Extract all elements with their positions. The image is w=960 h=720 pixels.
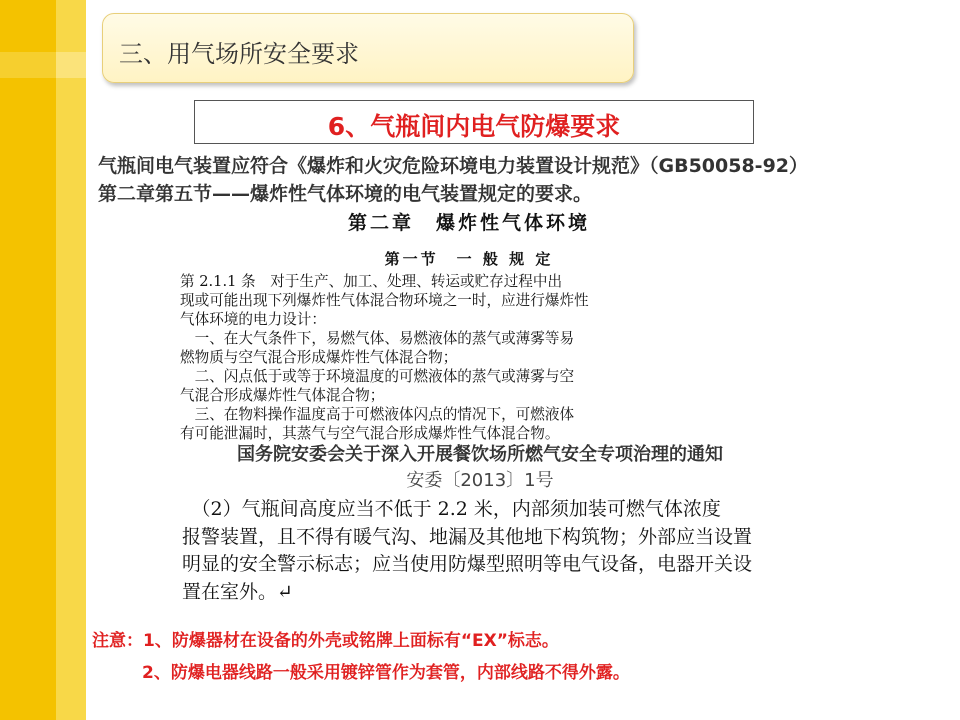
slide-title: 三、用气场所安全要求 (119, 40, 359, 68)
subtitle-box (194, 100, 754, 144)
excerpt-clauses (180, 272, 758, 443)
left-decor-stripe (56, 0, 86, 720)
excerpt-line: 第 2.1.1 条 对于生产、加工、处理、转运或贮存过程中出 (180, 273, 563, 290)
notice-line: 置在室外。↵ (182, 580, 293, 603)
excerpt-line: 气混合形成爆炸性气体混合物； (180, 387, 385, 404)
notice-title: 国务院安委会关于深入开展餐饮场所燃气安全专项治理的通知 (237, 444, 723, 465)
excerpt-line: 一、在大气条件下，易燃气体、易燃液体的蒸气或薄雾等易 (180, 330, 575, 347)
excerpt-line: 现或可能出现下列爆炸性气体混合物环境之一时，应进行爆炸性 (180, 292, 589, 309)
warning-note-1: 注意：1、防爆器材在设备的外壳或铭牌上面标有“EX”标志。 (92, 631, 559, 651)
excerpt-line: 气体环境的电力设计： (180, 311, 326, 328)
excerpt-line: 二、闪点低于或等于环境温度的可燃液体的蒸气或薄雾与空 (180, 368, 575, 385)
description-line: 气瓶间电气装置应符合《爆炸和火灾危险环境电力装置设计规范》（GB50058-92） (98, 155, 809, 177)
excerpt-line: 三、在物料操作温度高于可燃液体闪点的情况下，可燃液体 (180, 406, 575, 423)
subtitle: 6、气瓶间内电气防爆要求 (327, 112, 621, 141)
slide-title-box (102, 13, 634, 83)
description (98, 152, 898, 208)
excerpt-line: 燃物质与空气混合形成爆炸性气体混合物； (180, 349, 458, 366)
excerpt-section: 第一节 一 般 规 定 (384, 250, 554, 268)
excerpt-chapter: 第二章 爆炸性气体环境 (347, 212, 590, 234)
notice-code: 安委〔2013〕1号 (406, 470, 554, 491)
warning-note-2: 2、防爆电器线路一般采用镀锌管作为套管，内部线路不得外露。 (142, 663, 630, 683)
left-decor-notch-highlight (56, 52, 86, 78)
notice-line: 明显的安全警示标志；应当使用防爆型照明等电气设备，电器开关设 (182, 553, 753, 575)
description-line: 第二章第五节——爆炸性气体环境的电气装置规定的要求。 (98, 183, 593, 205)
excerpt-line: 有可能泄漏时，其蒸气与空气混合形成爆炸性气体混合物。 (180, 425, 560, 442)
notice-line: 报警装置，且不得有暖气沟、地漏及其他地下构筑物；外部应当设置 (182, 525, 753, 548)
notice-excerpt-image (182, 496, 757, 616)
standard-excerpt-image (180, 206, 758, 442)
notice-line: （2）气瓶间高度应当不低于 2.2 米，内部须加装可燃气体浓度 (182, 498, 721, 520)
